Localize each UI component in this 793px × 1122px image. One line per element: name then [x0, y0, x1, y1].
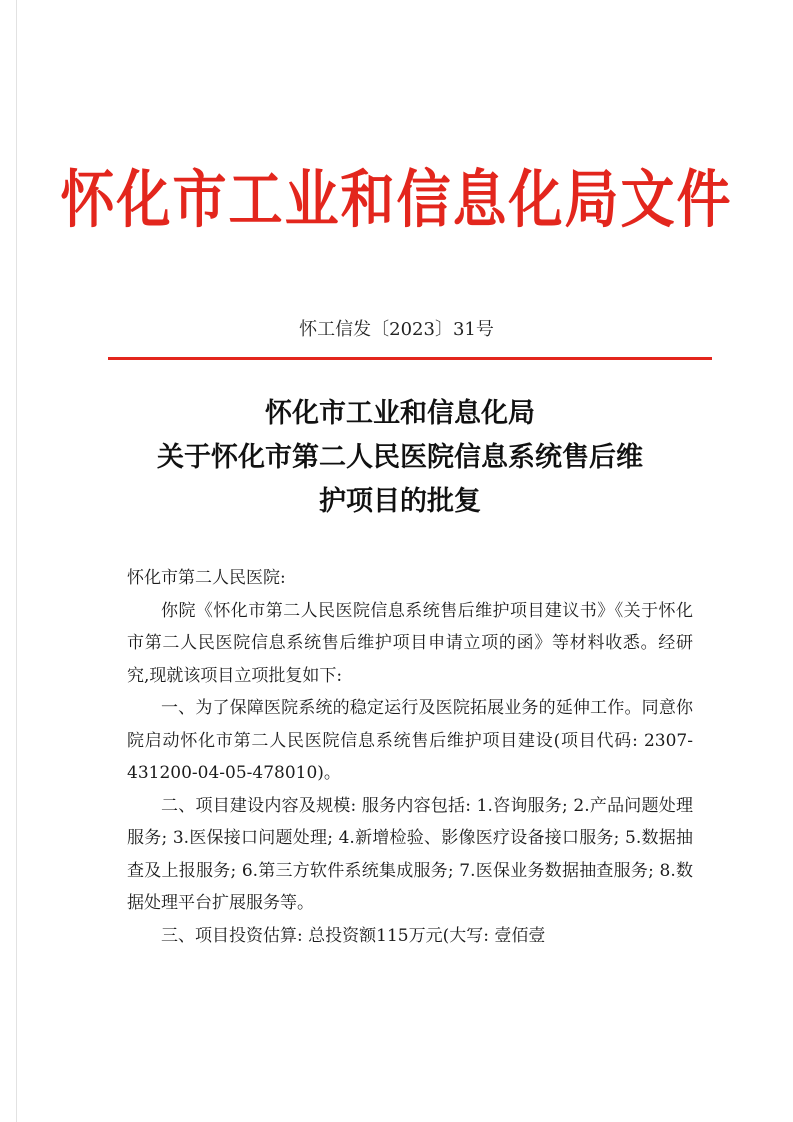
document-subject [100, 392, 700, 524]
body-paragraph: 三、项目投资估算: 总投资额115万元(大写: 壹佰壹 [161, 925, 546, 946]
document-number: 怀工信发〔2023〕31号 [299, 319, 494, 340]
document-header-title: 怀化市工业和信息化局文件 [60, 162, 733, 236]
subject-line-3: 护项目的批复 [319, 486, 481, 517]
subject-line-2: 关于怀化市第二人民医院信息系统售后维 [157, 442, 643, 473]
document-body [127, 562, 693, 952]
body-paragraph: 二、项目建设内容及规模: 服务内容包括: 1.咨询服务; 2.产品问题处理服务; 3.医保接口问题处理; 4.新增检验、影像医疗设备接口服务; 5.数据抽查及上报服务; 6.第三方软件系统集成服务; 7.医保业务数据抽查服务; 8.数据处理平台扩展服务等。 [127, 795, 693, 913]
addressee: 怀化市第二人民医院: [127, 568, 286, 588]
subject-line-1: 怀化市工业和信息化局 [265, 398, 535, 429]
body-paragraph: 一、为了保障医院系统的稳定运行及医院拓展业务的延伸工作。同意你院启动怀化市第二人民医院信息系统售后维护项目建设(项目代码: 2307-431200-04-05-478010)。 [127, 698, 693, 783]
header-red-divider [108, 357, 712, 360]
body-paragraph: 你院《怀化市第二人民医院信息系统售后维护项目建议书》《关于怀化市第二人民医院信息系统售后维护项目申请立项的函》等材料收悉。经研究,现就该项目立项批复如下: [127, 600, 693, 686]
